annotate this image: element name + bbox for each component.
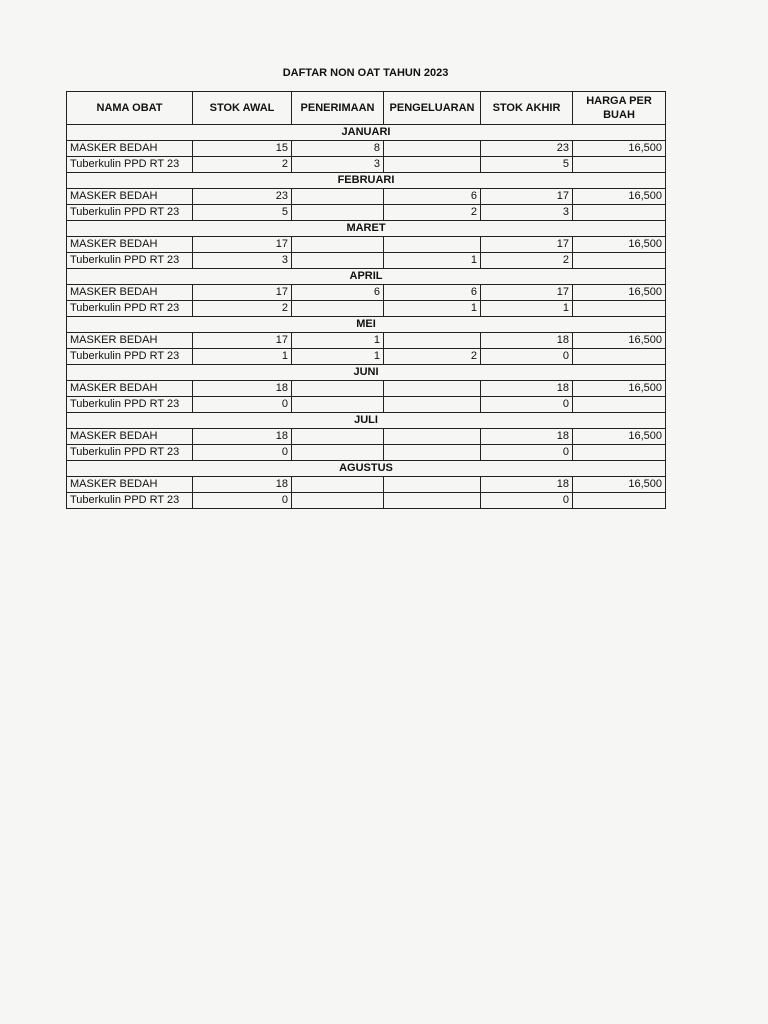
cell-pengeluaran: [384, 397, 481, 413]
cell-pengeluaran: [384, 477, 481, 493]
table-row: [67, 253, 666, 269]
cell-nama-obat: Tuberkulin PPD RT 23: [67, 445, 193, 461]
cell-nama-obat: MASKER BEDAH: [67, 141, 193, 157]
cell-stok-akhir: 0: [481, 349, 573, 365]
cell-stok-akhir: 1: [481, 301, 573, 317]
month-label: MEI: [67, 317, 666, 333]
month-label: FEBRUARI: [67, 173, 666, 189]
cell-stok-akhir: 18: [481, 429, 573, 445]
cell-stok-awal: 18: [193, 477, 292, 493]
cell-pengeluaran: [384, 381, 481, 397]
cell-penerimaan: [292, 205, 384, 221]
cell-stok-awal: 0: [193, 493, 292, 509]
cell-stok-akhir: 17: [481, 189, 573, 205]
cell-penerimaan: 3: [292, 157, 384, 173]
month-label: JULI: [67, 413, 666, 429]
cell-stok-awal: 23: [193, 189, 292, 205]
cell-nama-obat: Tuberkulin PPD RT 23: [67, 157, 193, 173]
table-row: [67, 445, 666, 461]
cell-harga: [573, 205, 666, 221]
cell-stok-awal: 0: [193, 397, 292, 413]
cell-stok-awal: 15: [193, 141, 292, 157]
cell-stok-awal: 3: [193, 253, 292, 269]
cell-harga: [573, 445, 666, 461]
table-header-row: [67, 92, 666, 125]
cell-pengeluaran: 1: [384, 253, 481, 269]
cell-pengeluaran: 2: [384, 205, 481, 221]
cell-stok-awal: 0: [193, 445, 292, 461]
cell-stok-akhir: 17: [481, 285, 573, 301]
cell-stok-akhir: 23: [481, 141, 573, 157]
cell-stok-akhir: 0: [481, 445, 573, 461]
cell-stok-awal: 17: [193, 237, 292, 253]
cell-nama-obat: Tuberkulin PPD RT 23: [67, 301, 193, 317]
cell-nama-obat: MASKER BEDAH: [67, 285, 193, 301]
table-row: [67, 285, 666, 301]
cell-penerimaan: [292, 237, 384, 253]
cell-harga: [573, 397, 666, 413]
cell-pengeluaran: [384, 141, 481, 157]
table-row: [67, 477, 666, 493]
cell-stok-akhir: 17: [481, 237, 573, 253]
cell-pengeluaran: [384, 157, 481, 173]
header-stok-awal: STOK AWAL: [193, 92, 292, 125]
cell-harga: 16,500: [573, 381, 666, 397]
cell-harga: 16,500: [573, 189, 666, 205]
header-stok-akhir: STOK AKHIR: [481, 92, 573, 125]
month-row: [67, 317, 666, 333]
table-row: [67, 205, 666, 221]
table-row: [67, 429, 666, 445]
cell-harga: [573, 157, 666, 173]
cell-harga: 16,500: [573, 285, 666, 301]
cell-pengeluaran: [384, 333, 481, 349]
cell-harga: [573, 349, 666, 365]
cell-nama-obat: MASKER BEDAH: [67, 237, 193, 253]
cell-stok-awal: 17: [193, 285, 292, 301]
cell-stok-awal: 2: [193, 301, 292, 317]
header-nama-obat: NAMA OBAT: [67, 92, 193, 125]
table-row: [67, 493, 666, 509]
cell-stok-akhir: 0: [481, 493, 573, 509]
cell-stok-awal: 18: [193, 429, 292, 445]
month-row: [67, 125, 666, 141]
cell-pengeluaran: 6: [384, 189, 481, 205]
header-harga-per-buah: HARGA PER BUAH: [573, 92, 666, 125]
cell-stok-awal: 17: [193, 333, 292, 349]
cell-harga: 16,500: [573, 333, 666, 349]
table-row: [67, 349, 666, 365]
month-label: MARET: [67, 221, 666, 237]
cell-nama-obat: MASKER BEDAH: [67, 429, 193, 445]
cell-nama-obat: Tuberkulin PPD RT 23: [67, 349, 193, 365]
header-penerimaan: PENERIMAAN: [292, 92, 384, 125]
cell-stok-akhir: 0: [481, 397, 573, 413]
cell-penerimaan: [292, 397, 384, 413]
cell-penerimaan: 6: [292, 285, 384, 301]
cell-harga: 16,500: [573, 237, 666, 253]
month-row: [67, 221, 666, 237]
cell-stok-akhir: 2: [481, 253, 573, 269]
month-row: [67, 269, 666, 285]
cell-penerimaan: [292, 253, 384, 269]
cell-pengeluaran: [384, 493, 481, 509]
stock-table: [66, 91, 666, 509]
cell-harga: [573, 493, 666, 509]
cell-stok-awal: 1: [193, 349, 292, 365]
table-row: [67, 237, 666, 253]
cell-nama-obat: Tuberkulin PPD RT 23: [67, 205, 193, 221]
table-row: [67, 157, 666, 173]
cell-penerimaan: 1: [292, 349, 384, 365]
cell-pengeluaran: [384, 445, 481, 461]
cell-penerimaan: [292, 381, 384, 397]
cell-stok-awal: 18: [193, 381, 292, 397]
cell-penerimaan: [292, 493, 384, 509]
cell-nama-obat: Tuberkulin PPD RT 23: [67, 493, 193, 509]
cell-penerimaan: [292, 189, 384, 205]
cell-penerimaan: [292, 301, 384, 317]
month-row: [67, 173, 666, 189]
page-title: DAFTAR NON OAT TAHUN 2023: [282, 67, 449, 79]
cell-penerimaan: [292, 429, 384, 445]
cell-pengeluaran: 2: [384, 349, 481, 365]
cell-stok-awal: 2: [193, 157, 292, 173]
cell-harga: 16,500: [573, 477, 666, 493]
table-row: [67, 189, 666, 205]
cell-stok-akhir: 5: [481, 157, 573, 173]
cell-stok-awal: 5: [193, 205, 292, 221]
table-row: [67, 333, 666, 349]
cell-stok-akhir: 18: [481, 477, 573, 493]
cell-harga: [573, 253, 666, 269]
cell-nama-obat: Tuberkulin PPD RT 23: [67, 397, 193, 413]
cell-nama-obat: MASKER BEDAH: [67, 189, 193, 205]
table-row: [67, 141, 666, 157]
cell-pengeluaran: 6: [384, 285, 481, 301]
cell-stok-akhir: 18: [481, 381, 573, 397]
cell-pengeluaran: [384, 237, 481, 253]
table-row: [67, 381, 666, 397]
cell-penerimaan: 1: [292, 333, 384, 349]
header-pengeluaran: PENGELUARAN: [384, 92, 481, 125]
month-label: JANUARI: [67, 125, 666, 141]
cell-nama-obat: Tuberkulin PPD RT 23: [67, 253, 193, 269]
cell-penerimaan: [292, 477, 384, 493]
table-body: [67, 125, 666, 509]
cell-harga: 16,500: [573, 429, 666, 445]
month-label: AGUSTUS: [67, 461, 666, 477]
month-row: [67, 413, 666, 429]
cell-nama-obat: MASKER BEDAH: [67, 381, 193, 397]
cell-stok-akhir: 3: [481, 205, 573, 221]
month-row: [67, 365, 666, 381]
cell-pengeluaran: 1: [384, 301, 481, 317]
cell-harga: 16,500: [573, 141, 666, 157]
month-row: [67, 461, 666, 477]
cell-penerimaan: 8: [292, 141, 384, 157]
cell-nama-obat: MASKER BEDAH: [67, 477, 193, 493]
table-row: [67, 397, 666, 413]
cell-nama-obat: MASKER BEDAH: [67, 333, 193, 349]
month-label: JUNI: [67, 365, 666, 381]
cell-penerimaan: [292, 445, 384, 461]
cell-stok-akhir: 18: [481, 333, 573, 349]
cell-pengeluaran: [384, 429, 481, 445]
table-row: [67, 301, 666, 317]
month-label: APRIL: [67, 269, 666, 285]
cell-harga: [573, 301, 666, 317]
